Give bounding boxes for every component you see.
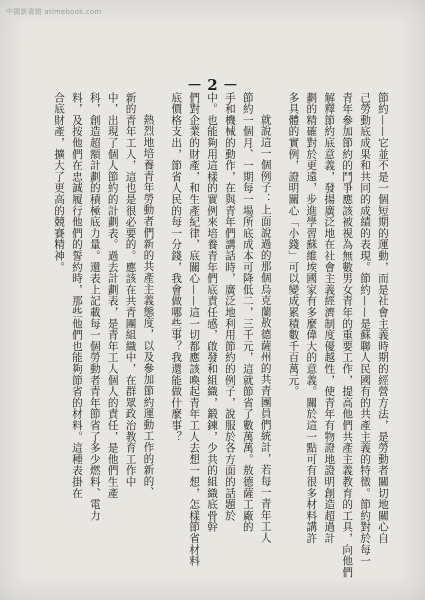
text-column: 解釋節約底意義，發揚廣泛地在社會主義經濟制度優越性，使青年有物證地證明創造超過計 (323, 92, 336, 544)
text-column: 中，出現了個人節約的計劃表。過去計劃表，是青年工人個人的責任，是他們生產 (106, 92, 119, 499)
text-column: 熱烈地培養青年勞動者們新的共產主義態度，以及參加節約運動工作的新的、 (142, 114, 155, 499)
text-column: 科，創造超額計劃的積極底力量。還表上記載每一個勞動者青年節省了多少燃料、電力 (88, 92, 101, 522)
text-column: 料，及按他們在忠誠履行他們的誓約時，那些他們也能夠節省的材料。這種表掛在 (70, 92, 83, 499)
text-column: 多具體的實例，證明關心「小錢」可以變成累積數千百萬元。 (287, 92, 300, 398)
text-column: 己勞動底成果和共同的成績的表現。節約——是蘇聯人民國有的共產主義的特徵。節約對於每一 (359, 92, 372, 567)
text-column: 節約一個月、一期每一場所底成本可降低二，三千元，這就節省了數萬萬。敖德薩工廠的 (241, 92, 254, 533)
text-column: 手和機械的動作，在與青年們講話時，廣泛地利用節約的例子，說服於各方面的話題於 (223, 92, 236, 522)
text-column: 中。也能夠用這樣的實例來培養青年們底責任感，啟發和組織，鍛鍊，少共的組織底骨幹 (206, 92, 219, 533)
text-column: 劃的精確對於更遠，步進學習蘇維埃國家有多麼偉大的意義。關於這一點可有很多材料講許 (305, 92, 318, 544)
text-column: 合底財產，擴大了更高的競賽精神。 (53, 92, 65, 273)
paragraph-gap (159, 92, 165, 588)
text-column: 們對企業的財產，和生產紀律，底關心——這一切都應該喚起青年工人去想一想，怎樣節省材料 (188, 92, 201, 567)
watermark-text: 中國新書館 atimebook.com (6, 8, 102, 16)
text-column: 新的青年工人，這也是很必要的。應該在共青團組織中，在群眾政治教育工作中 (124, 92, 137, 488)
text-column: 青年參加節約的鬥爭應該被視為無數男女青年的重要工作，提高他們共產主義教育的工具，向他們 (341, 92, 354, 578)
page-number: － 2 － (187, 76, 238, 94)
text-column: 底價格支出，節省人民的每一分錢，我會做哪些事？我還能做什麼事？ (170, 92, 183, 443)
text-column: 節約——它並不是一個短期的運動，而是社會主義時期的經營方法，是勞動者關切地關心自 (376, 92, 389, 544)
text-column: 就說這一個例子：上面說過的那個烏克蘭敖德薩州的共青團員們統計，若每一青年工人 (259, 114, 272, 544)
paragraph-gap (277, 92, 283, 588)
vertical-text-body (52, 92, 390, 588)
